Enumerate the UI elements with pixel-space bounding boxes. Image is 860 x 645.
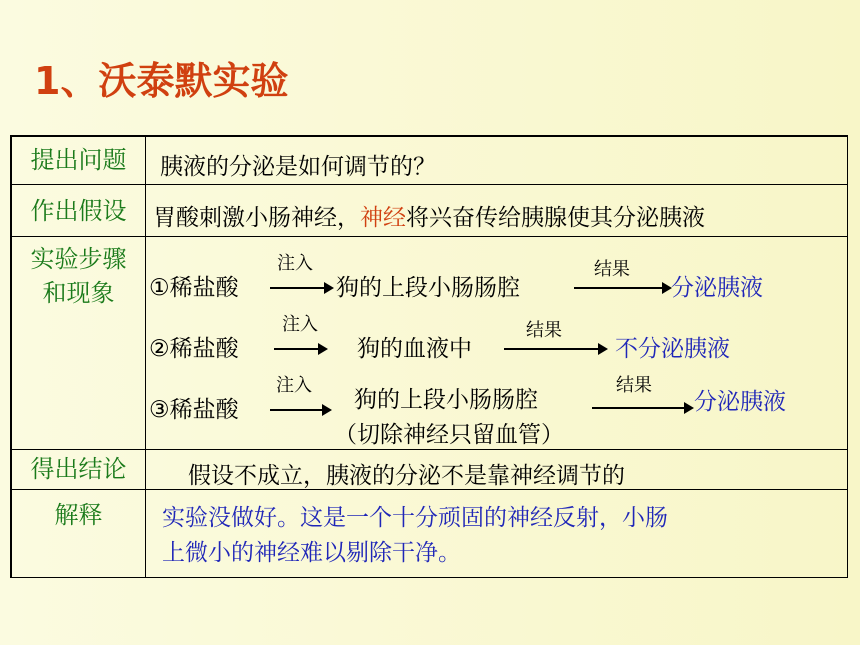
header-question: 提出问题 [30,146,127,174]
step2-result: 不分泌胰液 [615,336,730,362]
header-steps-line2: 和现象 [42,279,115,307]
conclusion-content: 假设不成立，胰液的分泌不是靠神经调节的 [188,463,625,489]
step3-result-arrow [592,407,692,409]
step1-target: 狗的上段小肠肠腔 [336,275,520,301]
step2-inject-arrow [274,348,326,350]
step3-reagent: ③稀盐酸 [149,397,239,423]
explanation-line1: 实验没做好。这是一个十分顽固的神经反射，小肠 [162,505,668,531]
hypothesis-part3: 将兴奋传给胰腺使其分泌胰液 [406,205,705,231]
step2-action-label: 注入 [282,314,318,335]
column-divider [145,137,146,577]
header-hypothesis: 作出假设 [30,197,127,225]
row-divider [12,449,847,450]
step1-result-arrow [574,287,670,289]
row-divider [12,236,847,237]
hypothesis-part1: 胃酸刺激小肠神经， [153,205,360,231]
hypothesis-content [153,199,705,232]
row-divider [12,184,847,185]
step1-inject-arrow [270,287,332,289]
step3-note: （切除神经只留血管） [334,422,564,448]
step1-action-label: 注入 [277,253,313,274]
header-conclusion: 得出结论 [30,455,127,483]
step3-result: 分泌胰液 [694,389,786,415]
step1-result: 分泌胰液 [671,275,763,301]
explanation-line2: 上微小的神经难以剔除干净。 [162,540,461,566]
experiment-table [10,135,848,578]
header-explanation: 解释 [54,501,103,529]
step2-result-label: 结果 [526,320,562,341]
step3-result-label: 结果 [616,375,652,396]
question-content: 胰液的分泌是如何调节的？ [160,154,436,180]
step1-reagent: ①稀盐酸 [149,275,239,301]
hypothesis-highlight: 神经 [360,205,406,231]
step3-inject-arrow [270,409,330,411]
step2-target: 狗的血液中 [357,336,472,362]
header-steps-line1: 实验步骤 [30,245,127,273]
step3-target: 狗的上段小肠肠腔 [354,387,538,413]
step2-result-arrow [504,348,606,350]
step3-action-label: 注入 [276,375,312,396]
step1-result-label: 结果 [594,259,630,280]
slide-title: 1、沃泰默实验 [34,59,289,103]
step2-reagent: ②稀盐酸 [149,336,239,362]
